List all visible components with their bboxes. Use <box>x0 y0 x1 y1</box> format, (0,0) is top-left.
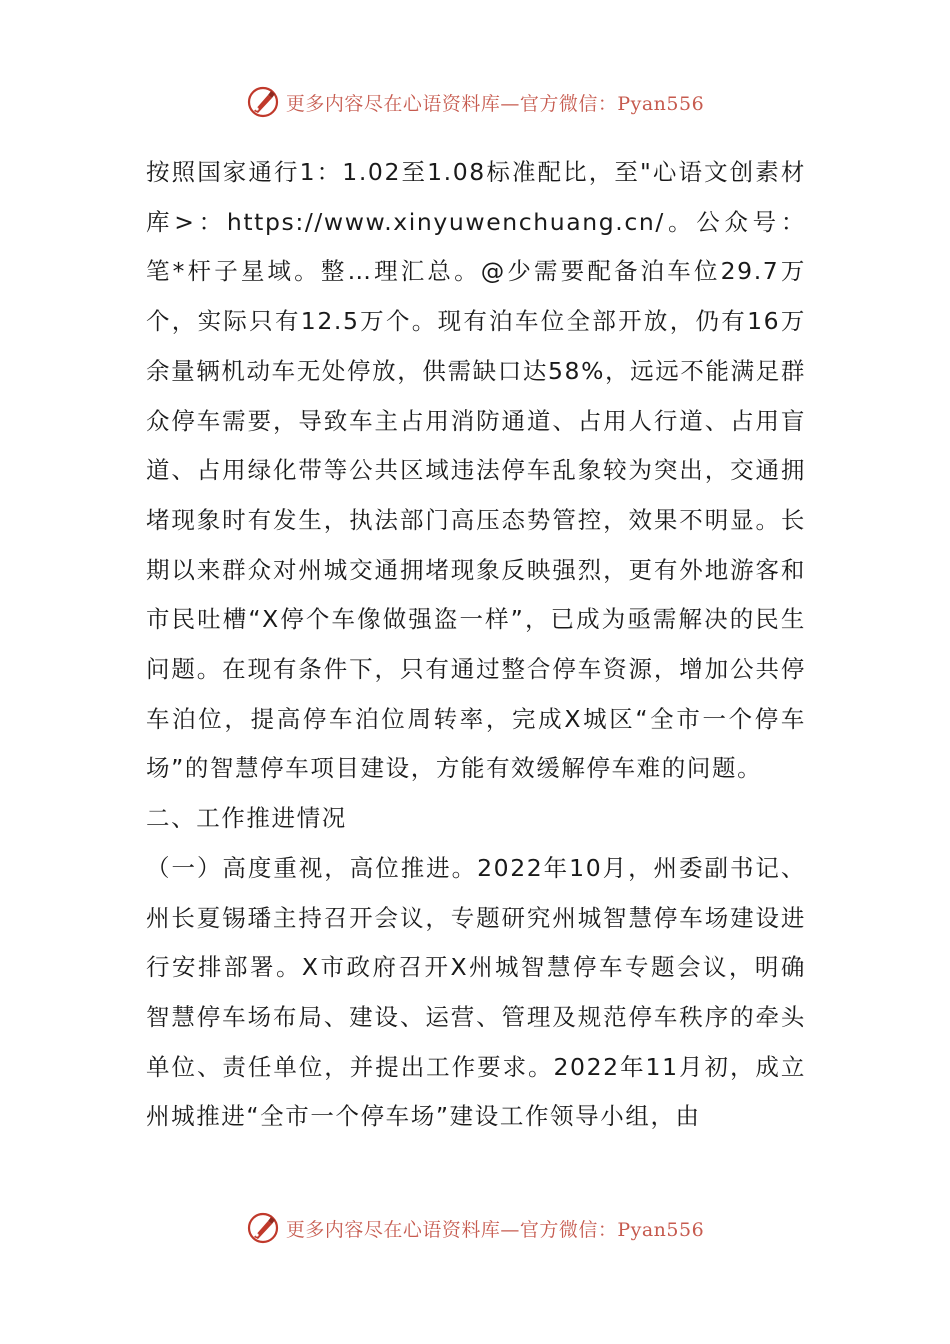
footer-watermark-text: 更多内容尽在心语资料库—官方微信：Pyan556 <box>285 1218 705 1241</box>
body-paragraph-1: 按照国家通行1：1.02至1.08标准配比，至"心语文创素材库>：https://www.xinyuwenchuang.cn/。公众号：笔*杆子星域。整…理汇总。@少需要配备泊车位29.7万个，实际只有12.5万个。现有泊车位全部开放，仍有16万余量辆机动车无处停放，供需缺口达58%，远远不能满足群众停车需要，导致车主占用消防通道、占用人行道、占用盲道、占用绿化带等公共区域违法停车乱象较为突出，交通拥堵现象时有发生，执法部门高压态势管控，效果不明显。长期以来群众对州城交通拥堵现象反映强烈，更有外地游客和市民吐槽“X停个车像做强盗一样”，已成为亟需解决的民生问题。在现有条件下，只有通过整合停车资源，增加公共停车泊位，提高停车泊位周转率，完成X城区“全市一个停车场”的智慧停车项目建设，方能有效缓解停车难的问题。 <box>146 158 806 783</box>
section-heading-2: 二、工作推进情况 <box>146 804 347 833</box>
header-watermark-text: 更多内容尽在心语资料库—官方微信：Pyan556 <box>285 92 705 115</box>
pen-nib-circle-logo-icon <box>246 1211 280 1245</box>
body-paragraph-2: （一）高度重视，高位推进。2022年10月，州委副书记、州长夏锡璠主持召开会议，专题研究州城智慧停车场建设进行安排部署。X市政府召开X州城智慧停车专题会议，明确智慧停车场布局、建设、运营、管理及规范停车秩序的牵头单位、责任单位，并提出工作要求。2022年11月初，成立州城推进“全市一个停车场”建设工作领导小组，由 <box>146 853 806 1131</box>
footer-watermark-banner <box>0 1208 950 1248</box>
pen-nib-circle-logo-icon <box>246 85 280 119</box>
document-body <box>146 148 806 1142</box>
header-watermark-banner <box>0 82 950 122</box>
